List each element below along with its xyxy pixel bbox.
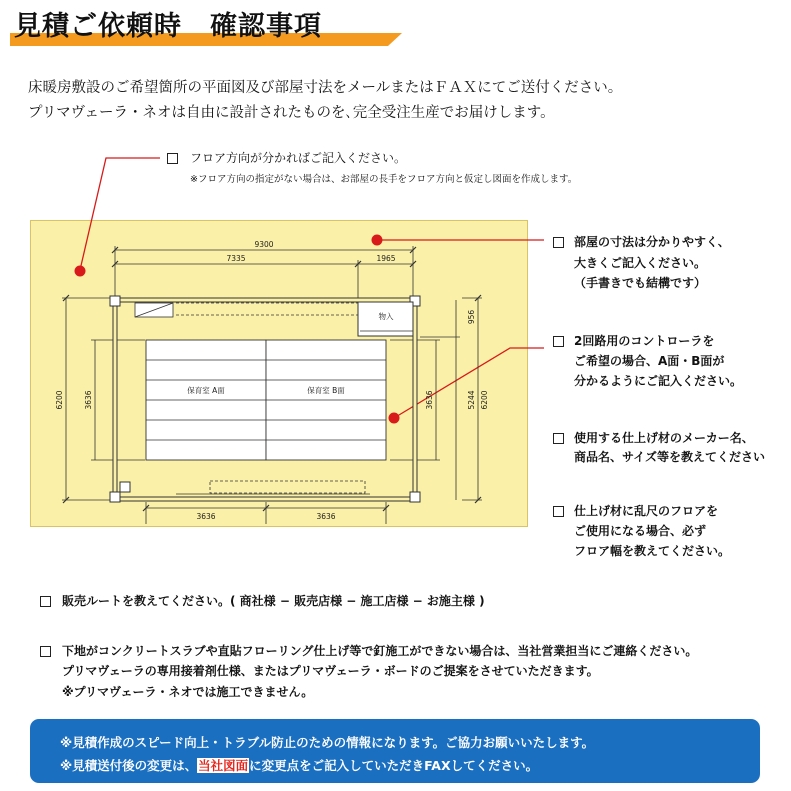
footer-line-2	[60, 756, 538, 774]
dim-bottom-left: 3636	[196, 512, 216, 521]
zone-a-label: 保育室 A面	[187, 386, 225, 395]
room-dimension-checkbox[interactable]	[553, 237, 564, 248]
page-title: 見積ご依頼時 確認事項	[14, 11, 322, 42]
footer-line-2-suffix: に変更点をご記入していただきFAXしてください。	[249, 758, 539, 773]
finish-material-checkbox[interactable]	[553, 433, 564, 444]
storage-label: 物入	[378, 312, 394, 321]
room-dimension-note-3: （手書きでも結構です）	[574, 276, 707, 290]
sales-route-checkbox[interactable]	[40, 596, 51, 607]
floor-direction-marker	[75, 266, 86, 277]
floor-direction-note: フロア方向が分かればご記入ください。	[190, 151, 407, 165]
substrate-note-3: ※プリマヴェーラ・ネオでは施工できません。	[62, 685, 314, 699]
footer-highlight: 当社図面	[198, 758, 249, 773]
substrate-note-2: プリマヴェーラの専用接着剤仕様、またはプリマヴェーラ・ボードのご提案をさせていただきます。	[62, 664, 599, 678]
controller-note-1: 2回路用のコントローラを	[574, 334, 715, 348]
dim-total-width: 9300	[254, 240, 274, 249]
room-dimension-marker	[372, 235, 383, 246]
intro-line-2: プリマヴェーラ・ネオは自由に設計されたものを､完全受注生産でお届けします。	[28, 105, 555, 121]
sales-route-note: 販売ルートを教えてください。( 商社様 − 販売店様 − 施工店様 − お施主様 )	[62, 594, 485, 608]
room-dimension-note-2: 大きくご記入ください。	[574, 256, 707, 270]
substrate-checkbox[interactable]	[40, 646, 51, 657]
dim-bottom-right: 3636	[316, 512, 336, 521]
random-floor-note-2: ご使用になる場合、必ず	[574, 524, 707, 538]
floor-direction-subnote: ※フロア方向の指定がない場合は、お部屋の長手をフロア方向と仮定し図面を作成します。	[190, 174, 578, 185]
random-floor-checkbox[interactable]	[553, 506, 564, 517]
footer-line-2-prefix: ※見積送付後の変更は、	[60, 758, 198, 773]
controller-checkbox[interactable]	[553, 336, 564, 347]
dim-left-width: 7335	[226, 254, 246, 263]
dim-storage-height: 956	[467, 309, 476, 325]
random-floor-note-1: 仕上げ材に乱尺のフロアを	[574, 504, 719, 518]
zone-b-label: 保育室 B面	[307, 386, 345, 395]
dim-room-height-right: 5244	[467, 390, 476, 410]
controller-note-2: ご希望の場合、A面・B面が	[574, 354, 725, 368]
intro-line-1: 床暖房敷設のご希望箇所の平面図及び部屋寸法をメールまたはＦＡＸにてご送付ください。	[28, 80, 623, 96]
dim-total-height-left: 6200	[55, 390, 64, 410]
footer-line-1: ※見積作成のスピード向上・トラブル防止のための情報になります。ご協力お願いいたします。	[60, 735, 595, 750]
room-dimension-note-1: 部屋の寸法は分かりやすく、	[574, 235, 730, 249]
dim-total-height-right: 6200	[480, 390, 489, 410]
zone-marker	[389, 413, 400, 424]
dim-inner-height-right: 3636	[425, 390, 434, 410]
footer-notice	[30, 719, 760, 783]
random-floor-note-3: フロア幅を教えてください。	[574, 544, 731, 558]
finish-material-note-2: 商品名、サイズ等を教えてください	[574, 450, 766, 464]
finish-material-note-1: 使用する仕上げ材のメーカー名、	[574, 431, 754, 445]
substrate-note-1: 下地がコンクリートスラブや直貼フローリング仕上げ等で釘施工ができない場合は、当社営業担当にご連絡ください。	[62, 644, 698, 658]
dim-right-width: 1965	[376, 254, 396, 263]
dim-inner-height-left: 3636	[84, 390, 93, 410]
controller-note-3: 分かるようにご記入ください。	[574, 374, 743, 388]
